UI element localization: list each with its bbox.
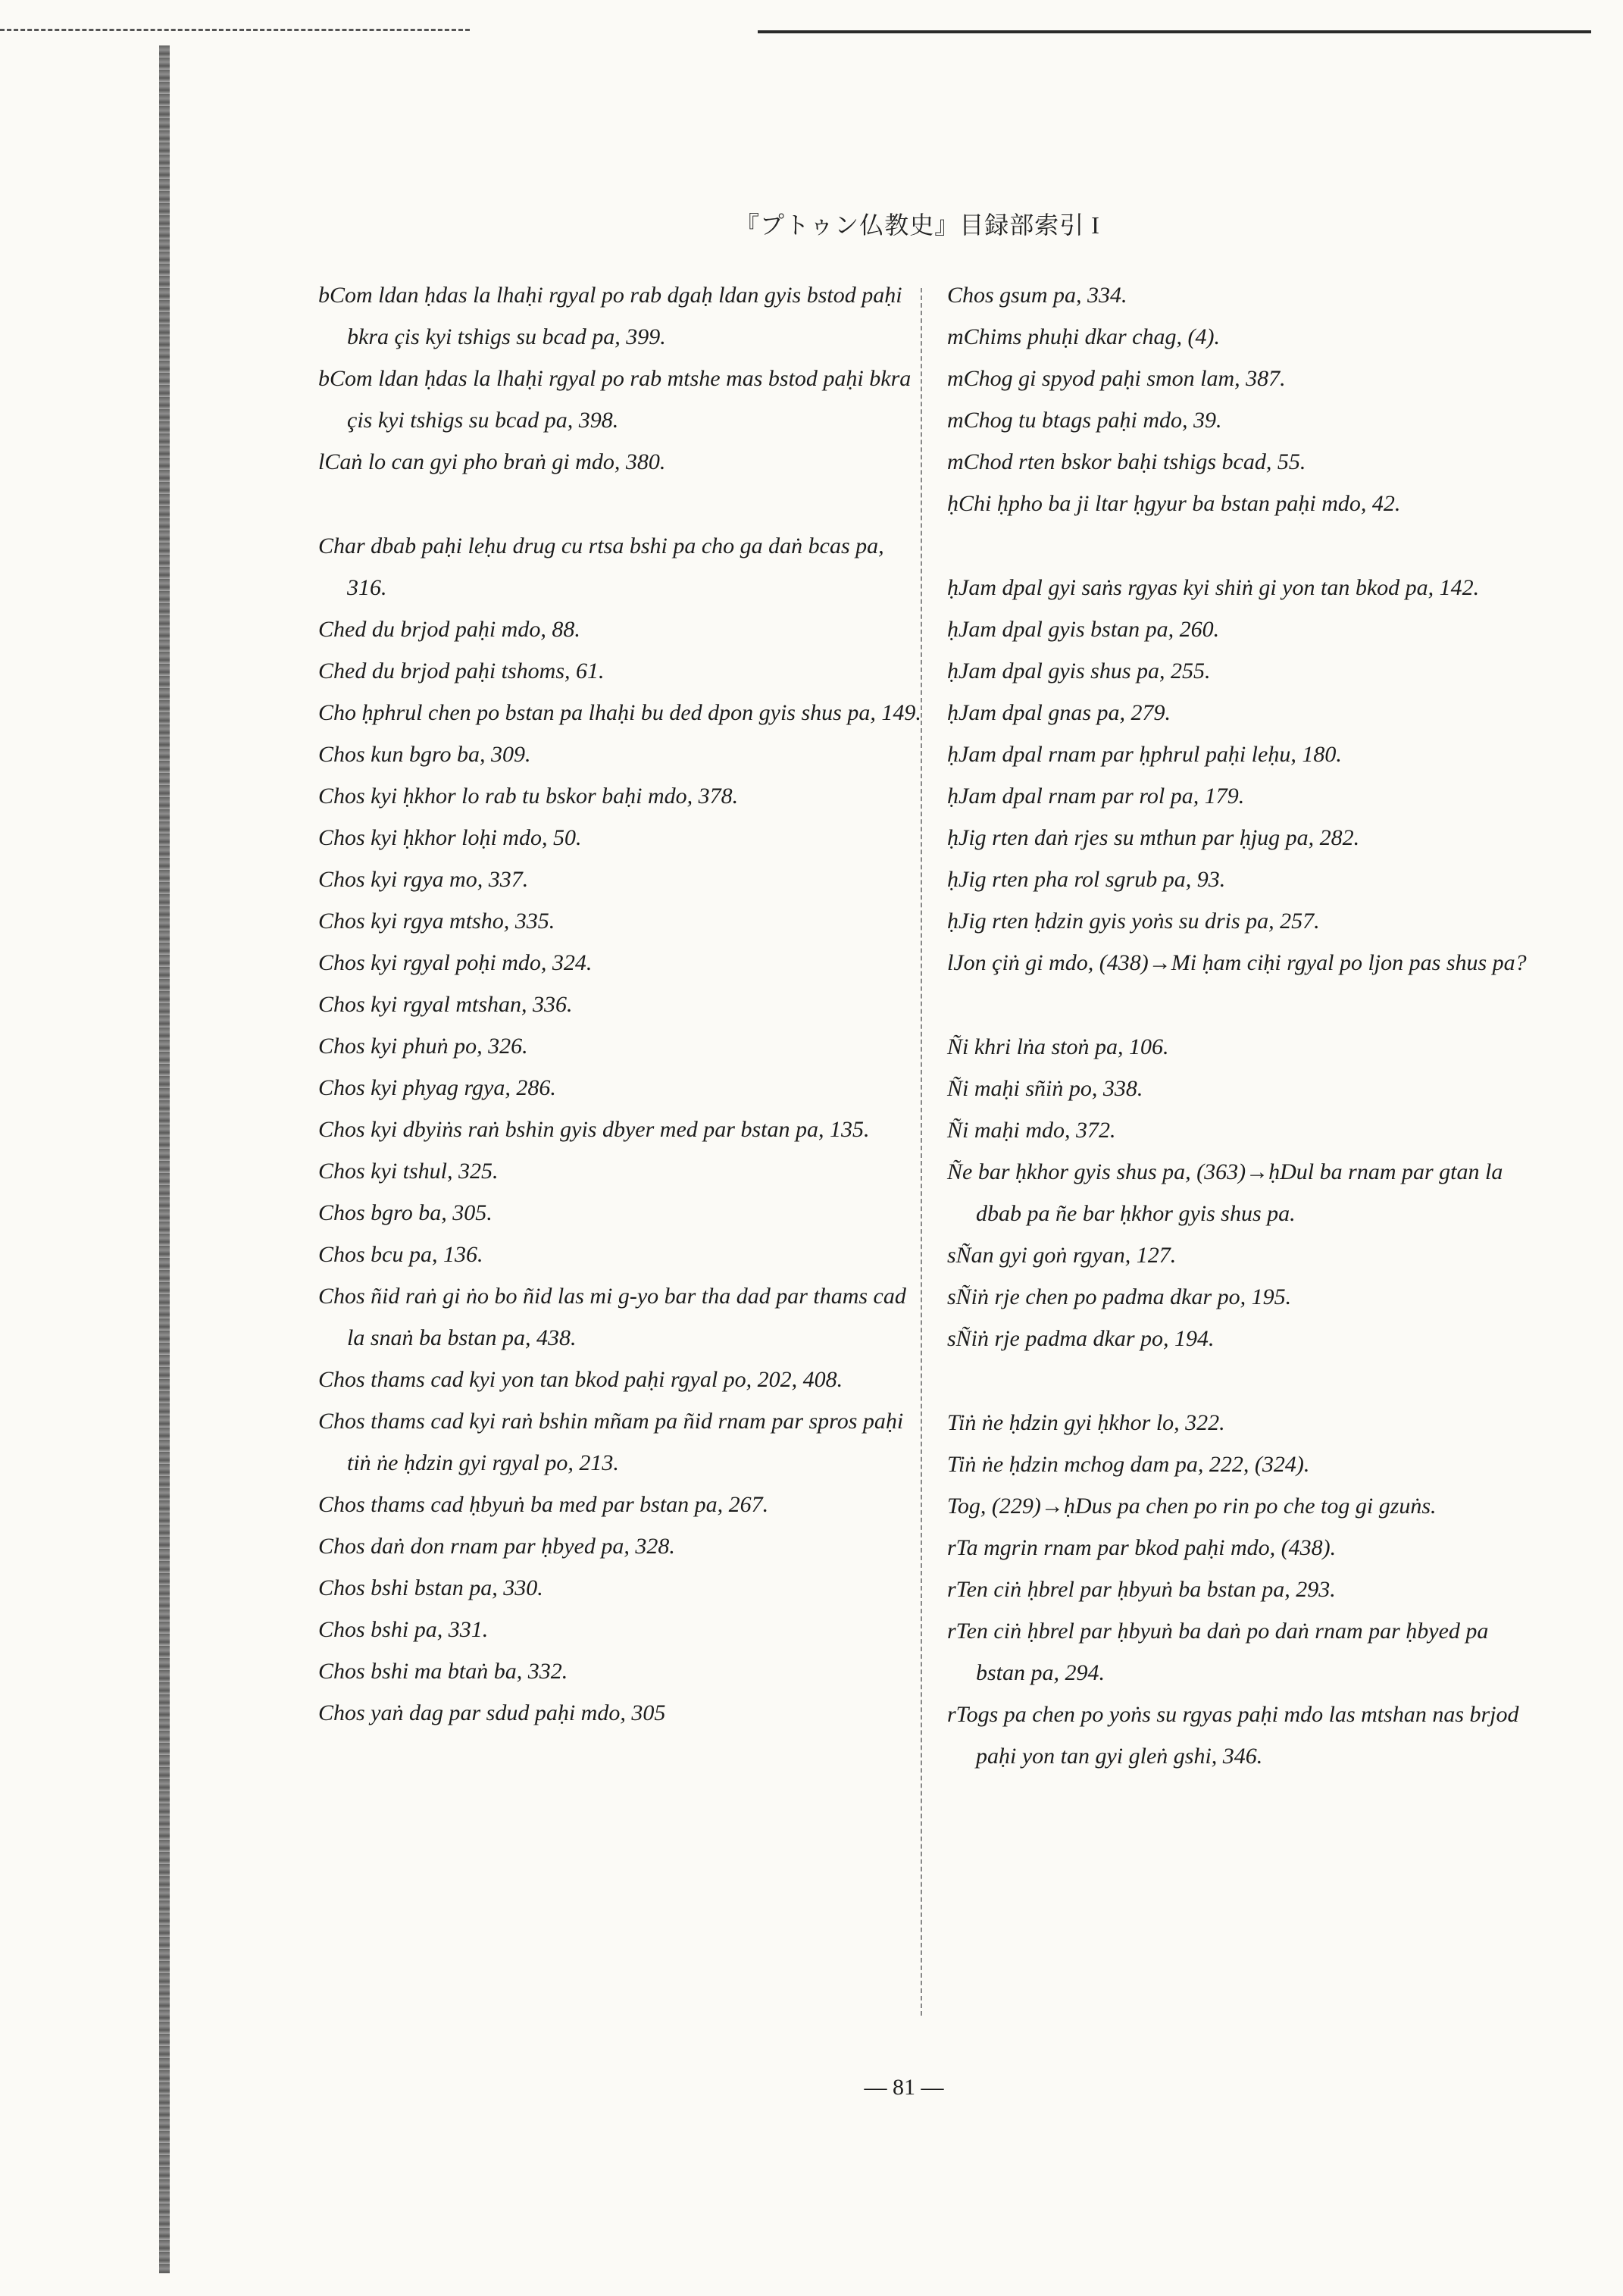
index-entry: Chos kyi rgya mo, 337. xyxy=(318,867,529,892)
index-entry: Ñi maḥi mdo, 372. xyxy=(947,1118,1116,1143)
top-rule-right xyxy=(758,30,1591,33)
index-entry: Tiṅ ṅe ḥdzin gyi ḥkhor lo, 322. xyxy=(947,1410,1225,1435)
index-entry: Chos bshi pa, 331. xyxy=(318,1617,489,1642)
index-entry: Chos kyi dbyiṅs raṅ bshin gyis dbyer med par bstan pa, 135. xyxy=(318,1117,870,1142)
index-entry: Chos kun bgro ba, 309. xyxy=(318,742,531,767)
index-entry: lCaṅ lo can gyi pho braṅ gi mdo, 380. xyxy=(318,449,666,474)
group-spacer xyxy=(947,1359,1531,1402)
index-entry: Chos kyi phuṅ po, 326. xyxy=(318,1034,528,1059)
index-entry: ḥJig rten daṅ rjes su mthun par ḥjug pa, 282. xyxy=(947,825,1360,850)
right-group-1 xyxy=(947,274,1531,524)
index-entry: lJon çiṅ gi mdo, (438)→Mi ḥam ciḥi rgyal po ljon pas shus pa? xyxy=(947,950,1527,975)
index-entry: rTen ciṅ ḥbrel par ḥbyuṅ ba bstan pa, 293. xyxy=(947,1577,1336,1602)
index-entry: mChod rten bskor baḥi tshigs bcad, 55. xyxy=(947,449,1306,474)
index-entry: Chos thams cad kyi yon tan bkod paḥi rgyal po, 202, 408. xyxy=(318,1367,843,1392)
index-entry: Ched du brjod paḥi mdo, 88. xyxy=(318,617,580,642)
index-entry: Ched du brjod paḥi tshoms, 61. xyxy=(318,658,605,683)
right-group-4 xyxy=(947,1402,1531,1777)
left-group-2 xyxy=(318,525,924,1734)
index-entry: Chos kyi rgyal poḥi mdo, 324. xyxy=(318,950,593,975)
index-entry: rTogs pa chen po yoṅs su rgyas paḥi mdo las mtshan nas brjod paḥi yon tan gyi gleṅ gshi, 346. xyxy=(947,1702,1519,1769)
index-entry: Chos kyi tshul, 325. xyxy=(318,1159,499,1184)
index-entry: mChog gi spyod paḥi smon lam, 387. xyxy=(947,366,1286,391)
index-entry: bCom ldan ḥdas la lhaḥi rgyal po rab dgaḥ ldan gyis bstod paḥi bkra çis kyi tshigs su bcad pa, 399. xyxy=(318,283,902,349)
index-entry: Chos yaṅ dag par sdud paḥi mdo, 305 xyxy=(318,1700,666,1725)
index-entry: ḥChi ḥpho ba ji ltar ḥgyur ba bstan paḥi mdo, 42. xyxy=(947,491,1401,516)
index-entry: mChims phuḥi dkar chag, (4). xyxy=(947,324,1220,349)
index-entry: Chos thams cad ḥbyuṅ ba med par bstan pa, 267. xyxy=(318,1492,769,1517)
index-entry: Chos kyi phyag rgya, 286. xyxy=(318,1075,556,1100)
index-entry: ḥJam dpal gyis shus pa, 255. xyxy=(947,658,1211,683)
index-entry: Chos kyi ḥkhor loḥi mdo, 50. xyxy=(318,825,582,850)
index-entry: Chos thams cad kyi raṅ bshin mñam pa ñid rnam par spros paḥi tiṅ ṅe ḥdzin gyi rgyal po, 213. xyxy=(318,1409,904,1475)
index-entry: Chos kyi rgya mtsho, 335. xyxy=(318,909,555,934)
running-header: 『プトゥン仏教史』目録部索引 I xyxy=(735,211,1100,239)
group-spacer xyxy=(947,984,1531,1026)
index-entry: Ñi khri lṅa stoṅ pa, 106. xyxy=(947,1034,1169,1059)
index-entry: rTa mgrin rnam par bkod paḥi mdo, (438). xyxy=(947,1535,1337,1560)
index-entry: Chos daṅ don rnam par ḥbyed pa, 328. xyxy=(318,1534,675,1559)
index-entry: Chos kyi ḥkhor lo rab tu bskor baḥi mdo, 378. xyxy=(318,784,739,809)
index-entry: ḥJam dpal gyis bstan pa, 260. xyxy=(947,617,1220,642)
index-entry: ḥJam dpal gnas pa, 279. xyxy=(947,700,1171,725)
left-group-1 xyxy=(318,274,924,483)
index-entry: Chos bshi bstan pa, 330. xyxy=(318,1575,543,1600)
book-spine-shadow xyxy=(159,45,170,2273)
right-column xyxy=(947,274,1531,1777)
index-entry: Tog, (229)→ḥDus pa chen po rin po che tog gi gzuṅs. xyxy=(947,1494,1437,1519)
index-entry: ḥJig rten ḥdzin gyis yoṅs su dris pa, 257. xyxy=(947,909,1320,934)
index-entry: Tiṅ ṅe ḥdzin mchog dam pa, 222, (324). xyxy=(947,1452,1310,1477)
top-rule-left xyxy=(0,29,470,31)
index-entry: ḥJig rten pha rol sgrub pa, 93. xyxy=(947,867,1226,892)
index-entry: Chos ñid raṅ gi ṅo bo ñid las mi g-yo bar tha dad par thams cad la snaṅ ba bstan pa, 438. xyxy=(318,1284,906,1350)
index-entry: Chos bgro ba, 305. xyxy=(318,1200,493,1225)
right-group-3 xyxy=(947,1026,1531,1359)
left-column xyxy=(318,274,924,1734)
index-entry: sÑiṅ rje chen po padma dkar po, 195. xyxy=(947,1284,1292,1309)
group-spacer xyxy=(318,483,924,525)
index-entry: Cho ḥphrul chen po bstan pa lhaḥi bu ded dpon gyis shus pa, 149. xyxy=(318,700,921,725)
index-entry: sÑiṅ rje padma dkar po, 194. xyxy=(947,1326,1215,1351)
index-entry: rTen ciṅ ḥbrel par ḥbyuṅ ba daṅ po daṅ rnam par ḥbyed pa bstan pa, 294. xyxy=(947,1619,1489,1685)
index-entry: mChog tu btags paḥi mdo, 39. xyxy=(947,408,1222,433)
index-entry: Ñe bar ḥkhor gyis shus pa, (363)→ḥDul ba rnam par gtan la dbab pa ñe bar ḥkhor gyis shus pa. xyxy=(947,1159,1503,1226)
index-entry: Ñi maḥi sñiṅ po, 338. xyxy=(947,1076,1143,1101)
page-number: — 81 — xyxy=(864,2075,944,2100)
index-entry: sÑan gyi goṅ rgyan, 127. xyxy=(947,1243,1177,1268)
index-entry: ḥJam dpal gyi saṅs rgyas kyi shiṅ gi yon tan bkod pa, 142. xyxy=(947,575,1480,600)
index-entry: Char dbab paḥi leḥu drug cu rtsa bshi pa cho ga daṅ bcas pa, 316. xyxy=(318,533,884,600)
column-divider xyxy=(921,288,922,2016)
index-entry: Chos gsum pa, 334. xyxy=(947,283,1127,308)
index-entry: ḥJam dpal rnam par ḥphrul paḥi leḥu, 180. xyxy=(947,742,1342,767)
right-group-2 xyxy=(947,567,1531,984)
index-entry: Chos kyi rgyal mtshan, 336. xyxy=(318,992,573,1017)
index-entry: Chos bshi ma btaṅ ba, 332. xyxy=(318,1659,568,1684)
index-entry: ḥJam dpal rnam par rol pa, 179. xyxy=(947,784,1245,809)
index-entry: Chos bcu pa, 136. xyxy=(318,1242,483,1267)
index-entry: bCom ldan ḥdas la lhaḥi rgyal po rab mtshe mas bstod paḥi bkra çis kyi tshigs su bcad pa, 398. xyxy=(318,366,912,433)
group-spacer xyxy=(947,524,1531,567)
